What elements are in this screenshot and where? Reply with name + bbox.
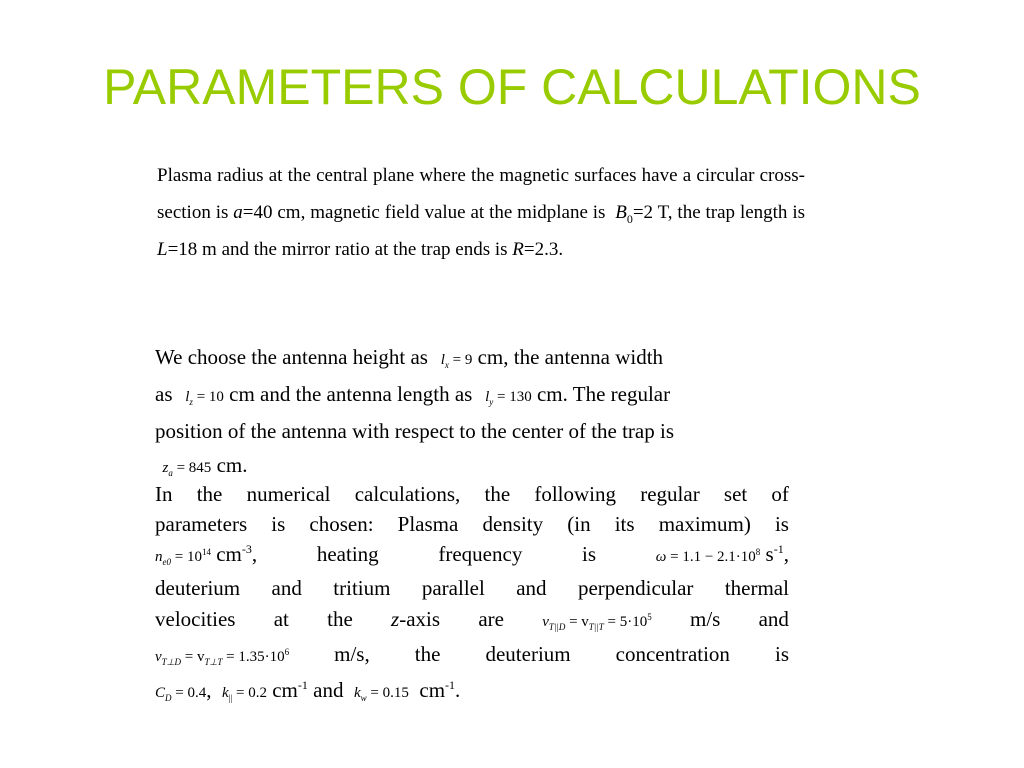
symbol-l: L bbox=[157, 239, 168, 260]
word: following bbox=[534, 482, 617, 506]
formula-k-parallel: $k_{||} = 0.2$ bbox=[221, 685, 267, 703]
word: and bbox=[516, 576, 547, 600]
word: calculations, bbox=[354, 482, 461, 506]
unit-cm: $cm^{-1}$ bbox=[272, 678, 308, 702]
formula-ne: $n_{e0} = 10^{14}$ $cm^{-3}$, bbox=[155, 542, 258, 567]
word: of bbox=[771, 482, 789, 506]
slide-title: PARAMETERS OF CALCULATIONS bbox=[103, 59, 921, 115]
word: at bbox=[273, 607, 289, 631]
text: =2.3. bbox=[523, 239, 564, 260]
word: deuterium bbox=[485, 642, 571, 666]
word: deuterium bbox=[155, 576, 241, 600]
text: Plasma radius at the central plane where the magnetic surfaces have a circular cross-section is bbox=[157, 165, 805, 223]
line bbox=[155, 482, 789, 512]
word: the bbox=[327, 607, 353, 631]
symbol-b: B bbox=[615, 202, 627, 223]
text: cm and the antenna length as bbox=[229, 382, 473, 406]
numerical-parameters-paragraph bbox=[155, 482, 789, 712]
word: thermal bbox=[724, 576, 789, 600]
word: its bbox=[614, 512, 635, 536]
word: In bbox=[155, 482, 173, 506]
word: the bbox=[196, 482, 223, 506]
word: frequency bbox=[438, 542, 523, 566]
formula-v-perp: $v_{T\perp D} = v_{T\perp T} = 1.35\cdot 10^6$ bbox=[155, 647, 290, 667]
symbol-r: R bbox=[512, 239, 524, 260]
word: maximum) bbox=[658, 512, 751, 536]
word: is bbox=[774, 512, 789, 536]
line bbox=[155, 678, 789, 712]
line bbox=[155, 414, 795, 448]
symbol-a: a bbox=[233, 202, 243, 223]
line bbox=[155, 642, 789, 678]
word: numerical bbox=[246, 482, 331, 506]
word: (in bbox=[567, 512, 591, 536]
text: cm. bbox=[216, 453, 248, 477]
text: position of the antenna with respect to the center of the trap is bbox=[155, 419, 675, 443]
antenna-parameters-paragraph bbox=[155, 340, 795, 485]
period: . bbox=[455, 678, 461, 702]
formula-cd: $C_D = 0.4$ bbox=[155, 685, 207, 703]
word: the bbox=[484, 482, 511, 506]
text: cm. The regular bbox=[536, 382, 671, 406]
word: m/s, bbox=[334, 642, 370, 666]
text: =18 m and the mirror ratio at the trap ends is bbox=[167, 239, 513, 260]
unit-cm: $cm^{-1}$ bbox=[419, 678, 456, 702]
formula-ly: $l_y = 130$ bbox=[485, 389, 532, 407]
word: tritium bbox=[333, 576, 391, 600]
word: chosen: bbox=[309, 512, 374, 536]
word: regular bbox=[640, 482, 700, 506]
word: set bbox=[723, 482, 748, 506]
line bbox=[155, 512, 789, 542]
word: is bbox=[271, 512, 286, 536]
word: and bbox=[758, 607, 789, 631]
formula-lz: $l_z = 10$ bbox=[185, 389, 224, 407]
word: Plasma bbox=[397, 512, 459, 536]
line bbox=[155, 377, 795, 414]
text: as bbox=[155, 382, 173, 406]
word: density bbox=[482, 512, 544, 536]
word: m/s bbox=[689, 607, 721, 631]
plasma-parameters-paragraph bbox=[157, 157, 805, 268]
formula-za: $z_a = 845$ bbox=[162, 460, 212, 478]
word: perpendicular bbox=[577, 576, 694, 600]
text: We choose the antenna height as bbox=[155, 345, 428, 369]
formula-v-parallel: $v_{T||D} = v_{T||T} = 5\cdot 10^5$ bbox=[542, 612, 652, 632]
formula-z-axis: z-axis bbox=[391, 607, 441, 631]
subscript: 0 bbox=[626, 211, 633, 226]
line bbox=[155, 576, 789, 607]
word: velocities bbox=[155, 607, 236, 631]
word: are bbox=[478, 607, 504, 631]
word: the bbox=[414, 642, 441, 666]
line bbox=[155, 340, 795, 377]
text: =40 cm, magnetic field value at the midplane is bbox=[242, 202, 611, 223]
comma: , bbox=[206, 678, 212, 702]
text: cm, the antenna width bbox=[477, 345, 664, 369]
line bbox=[155, 448, 795, 485]
word: and bbox=[271, 576, 302, 600]
text: =2 T, the trap length is bbox=[632, 202, 805, 223]
word: is bbox=[582, 542, 597, 566]
formula-lx: $l_x = 9$ bbox=[440, 352, 473, 370]
word: parallel bbox=[421, 576, 485, 600]
formula-kw: $k_w = 0.15$ bbox=[353, 685, 409, 703]
formula-omega: $\omega = 1.1 - 2.1\cdot 10^8$ $s^{-1}$, bbox=[655, 542, 789, 566]
word: is bbox=[774, 642, 789, 666]
word: heating bbox=[316, 542, 379, 566]
word: and bbox=[313, 678, 344, 702]
word: concentration bbox=[615, 642, 730, 666]
line bbox=[155, 542, 789, 576]
line bbox=[155, 607, 789, 642]
word: parameters bbox=[155, 512, 248, 536]
